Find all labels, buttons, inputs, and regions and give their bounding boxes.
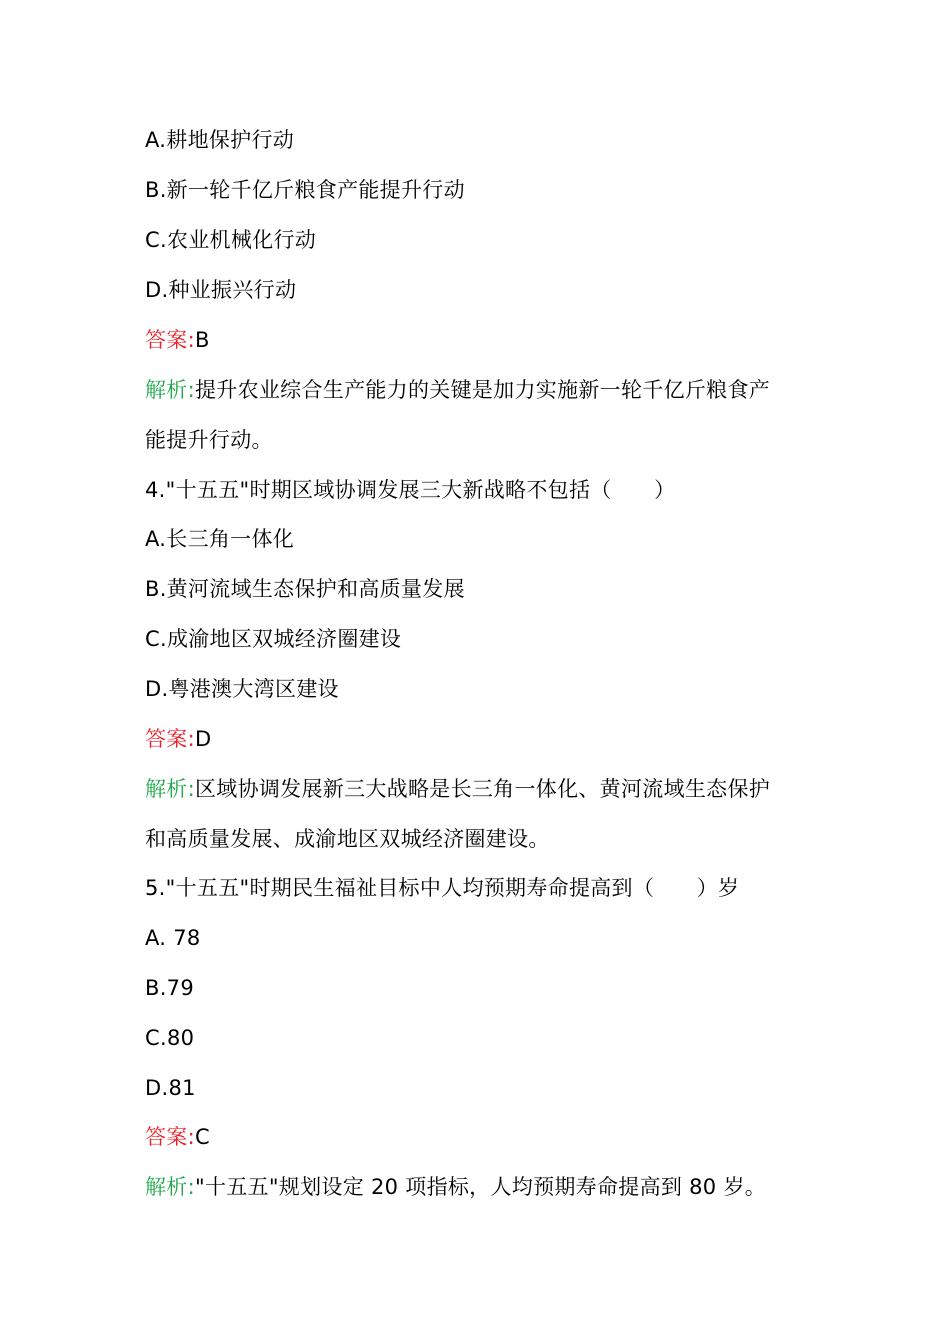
q3-option-d: D.种业振兴行动 xyxy=(145,278,297,302)
q5-option-c: C.80 xyxy=(145,1026,195,1050)
q5-option-d: D.81 xyxy=(145,1076,196,1100)
answer-value: B xyxy=(194,328,210,352)
q4-answer xyxy=(145,726,211,752)
answer-label: 答案: xyxy=(145,1125,195,1149)
q5-question: 5."十五五"时期民生福祉目标中人均预期寿命提高到（ ）岁 xyxy=(145,876,740,900)
q5-answer xyxy=(145,1124,210,1150)
q3-option-a: A.耕地保护行动 xyxy=(145,128,295,152)
analysis-label: 解析: xyxy=(145,1175,195,1199)
analysis-label: 解析: xyxy=(145,777,195,801)
q5-option-b: B.79 xyxy=(145,976,195,1000)
q5-option-a: A. 78 xyxy=(145,926,201,950)
analysis-text: 区域协调发展新三大战略是长三角一体化、黄河流域生态保护 xyxy=(194,777,771,801)
q4-option-a: A.长三角一体化 xyxy=(145,527,295,551)
q4-option-b: B.黄河流域生态保护和高质量发展 xyxy=(145,577,465,601)
q4-option-c: C.成渝地区双城经济圈建设 xyxy=(145,627,402,651)
q3-option-c: C.农业机械化行动 xyxy=(145,228,317,252)
q4-analysis xyxy=(145,776,770,802)
answer-label: 答案: xyxy=(145,727,195,751)
q3-option-b: B.新一轮千亿斤粮食产能提升行动 xyxy=(145,178,465,202)
q5-analysis xyxy=(145,1174,766,1200)
q3-analysis xyxy=(145,377,770,403)
answer-value: D xyxy=(194,727,212,751)
analysis-text: "十五五"规划设定 20 项指标，人均预期寿命提高到 80 岁。 xyxy=(194,1175,767,1199)
q3-analysis-continued: 能提升行动。 xyxy=(145,428,273,452)
q4-option-d: D.粤港澳大湾区建设 xyxy=(145,677,339,701)
analysis-text: 提升农业综合生产能力的关键是加力实施新一轮千亿斤粮食产 xyxy=(194,378,771,402)
q3-answer xyxy=(145,327,210,353)
q4-question: 4."十五五"时期区域协调发展三大新战略不包括（ ） xyxy=(145,478,676,502)
analysis-label: 解析: xyxy=(145,378,195,402)
answer-value: C xyxy=(194,1125,210,1149)
answer-label: 答案: xyxy=(145,328,195,352)
q4-analysis-continued: 和高质量发展、成渝地区双城经济圈建设。 xyxy=(145,827,550,851)
